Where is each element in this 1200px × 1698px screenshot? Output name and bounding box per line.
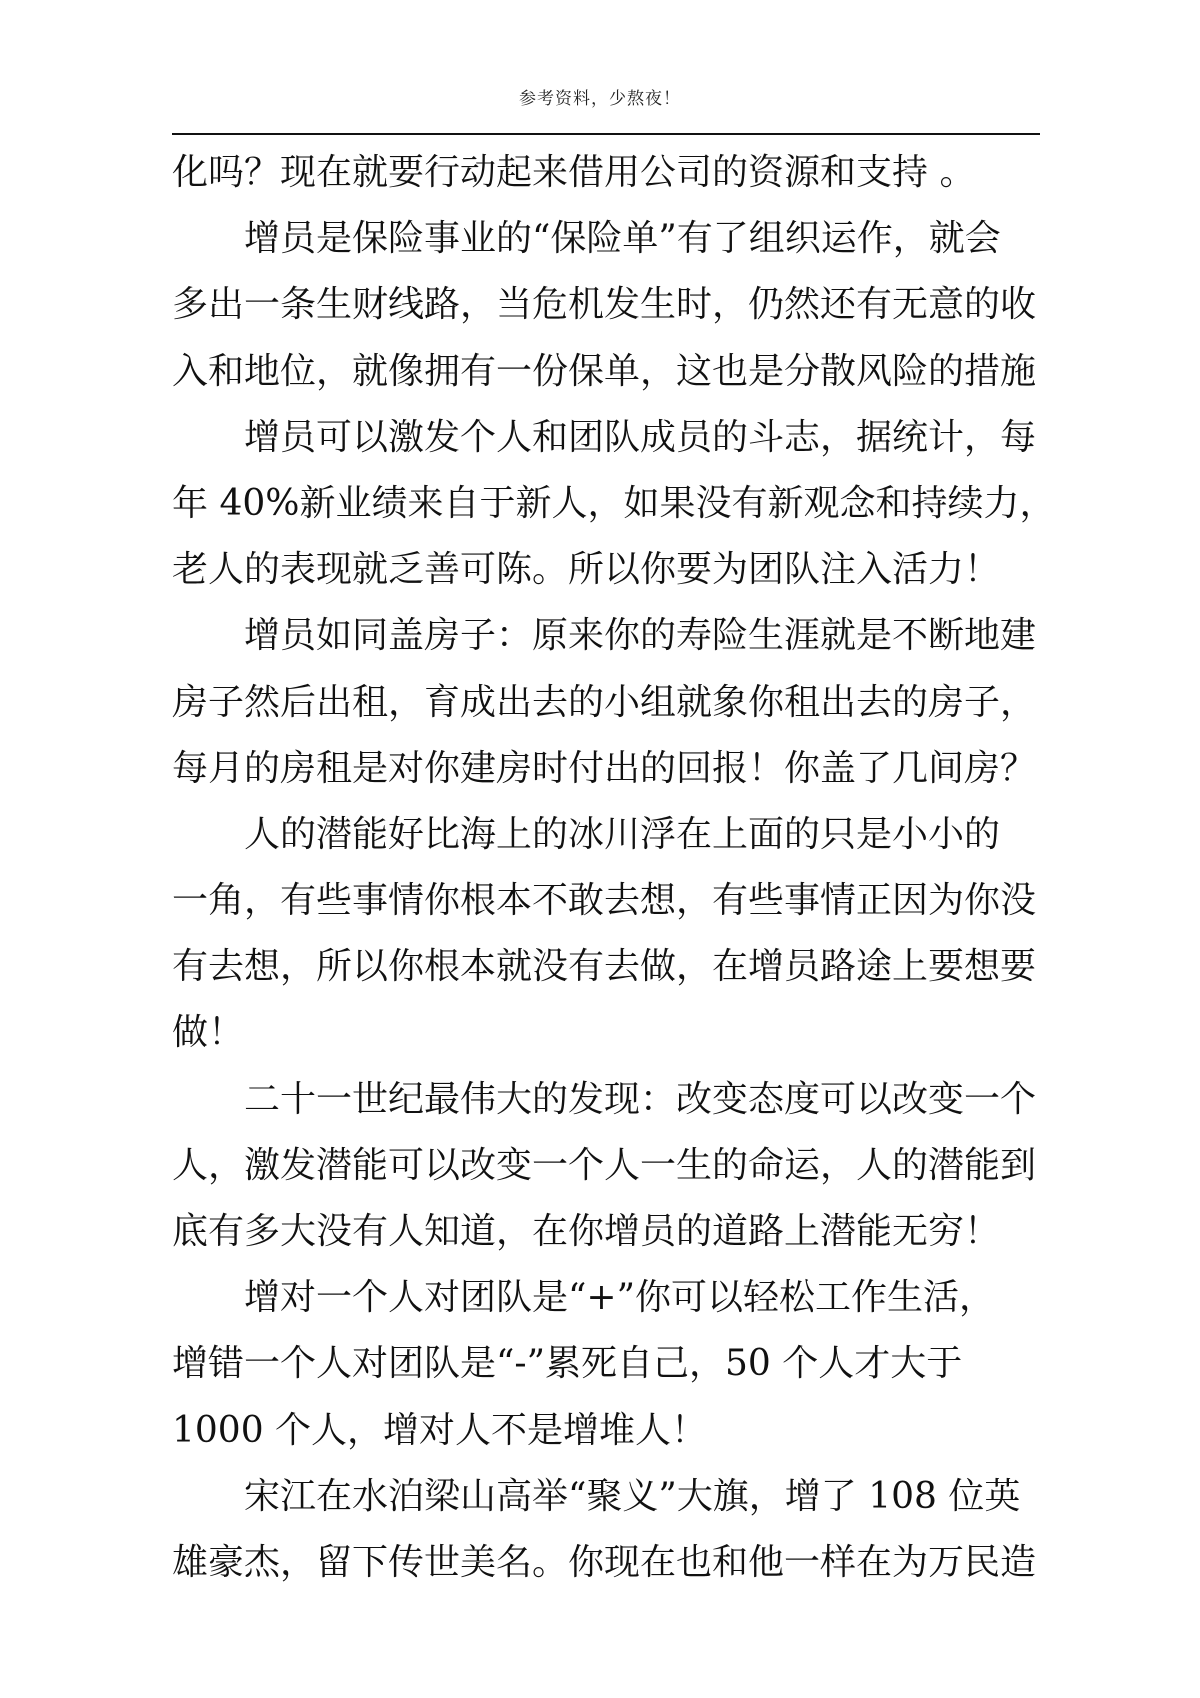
text-line-19: 增错一个人对团队是“-”累死自己，50 个人才大于 — [172, 1343, 963, 1385]
text-line-2: 增员是保险事业的“保险单”有了组织运作，就会 — [244, 218, 1001, 260]
text-line-12: 一角，有些事情你根本不敢去想，有些事情正因为你没 — [172, 880, 1037, 922]
text-line-6: 年 40%新业绩来自于新人，如果没有新观念和持续力， — [172, 482, 1056, 524]
text-line-11: 人的潜能好比海上的冰川浮在上面的只是小小的 — [244, 813, 1001, 855]
page-header: 参考资料，少熬夜！ — [519, 89, 681, 109]
text-line-22: 雄豪杰，留下传世美名。你现在也和他一样在为万民造 — [172, 1541, 1037, 1583]
text-line-10: 每月的房租是对你建房时付出的回报！你盖了几间房？ — [172, 747, 1037, 789]
header-divider — [172, 133, 1040, 135]
text-line-21: 宋江在水泊梁山高举“聚义”大旗，增了 108 位英 — [244, 1475, 1021, 1517]
text-line-5: 增员可以激发个人和团队成员的斗志，据统计，每 — [244, 416, 1037, 458]
text-line-8: 增员如同盖房子：原来你的寿险生涯就是不断地建 — [244, 615, 1037, 657]
text-line-7: 老人的表现就乏善可陈。所以你要为团队注入活力！ — [172, 549, 1001, 591]
text-line-13: 有去想，所以你根本就没有去做，在增员路途上要想要 — [172, 946, 1037, 988]
text-line-4: 入和地位，就像拥有一份保单，这也是分散风险的措施 — [172, 350, 1037, 392]
text-line-17: 底有多大没有人知道，在你增员的道路上潜能无穷！ — [172, 1211, 1001, 1252]
text-line-18: 增对一个人对团队是“+”你可以轻松工作生活， — [244, 1277, 995, 1319]
document-body — [172, 140, 1056, 1596]
text-line-9: 房子然后出租，育成出去的小组就象你租出去的房子， — [172, 681, 1037, 723]
text-line-20: 1000 个人，增对人不是增堆人！ — [172, 1409, 708, 1451]
text-line-15: 二十一世纪最伟大的发现：改变态度可以改变一个 — [244, 1078, 1037, 1120]
text-line-16: 人，激发潜能可以改变一个人一生的命运，人的潜能到 — [172, 1144, 1037, 1186]
text-line-3: 多出一条生财线路，当危机发生时，仍然还有无意的收 — [172, 284, 1037, 326]
text-line-14: 做！ — [172, 1012, 245, 1054]
text-line-1: 化吗？现在就要行动起来借用公司的资源和支持 。 — [172, 152, 976, 193]
